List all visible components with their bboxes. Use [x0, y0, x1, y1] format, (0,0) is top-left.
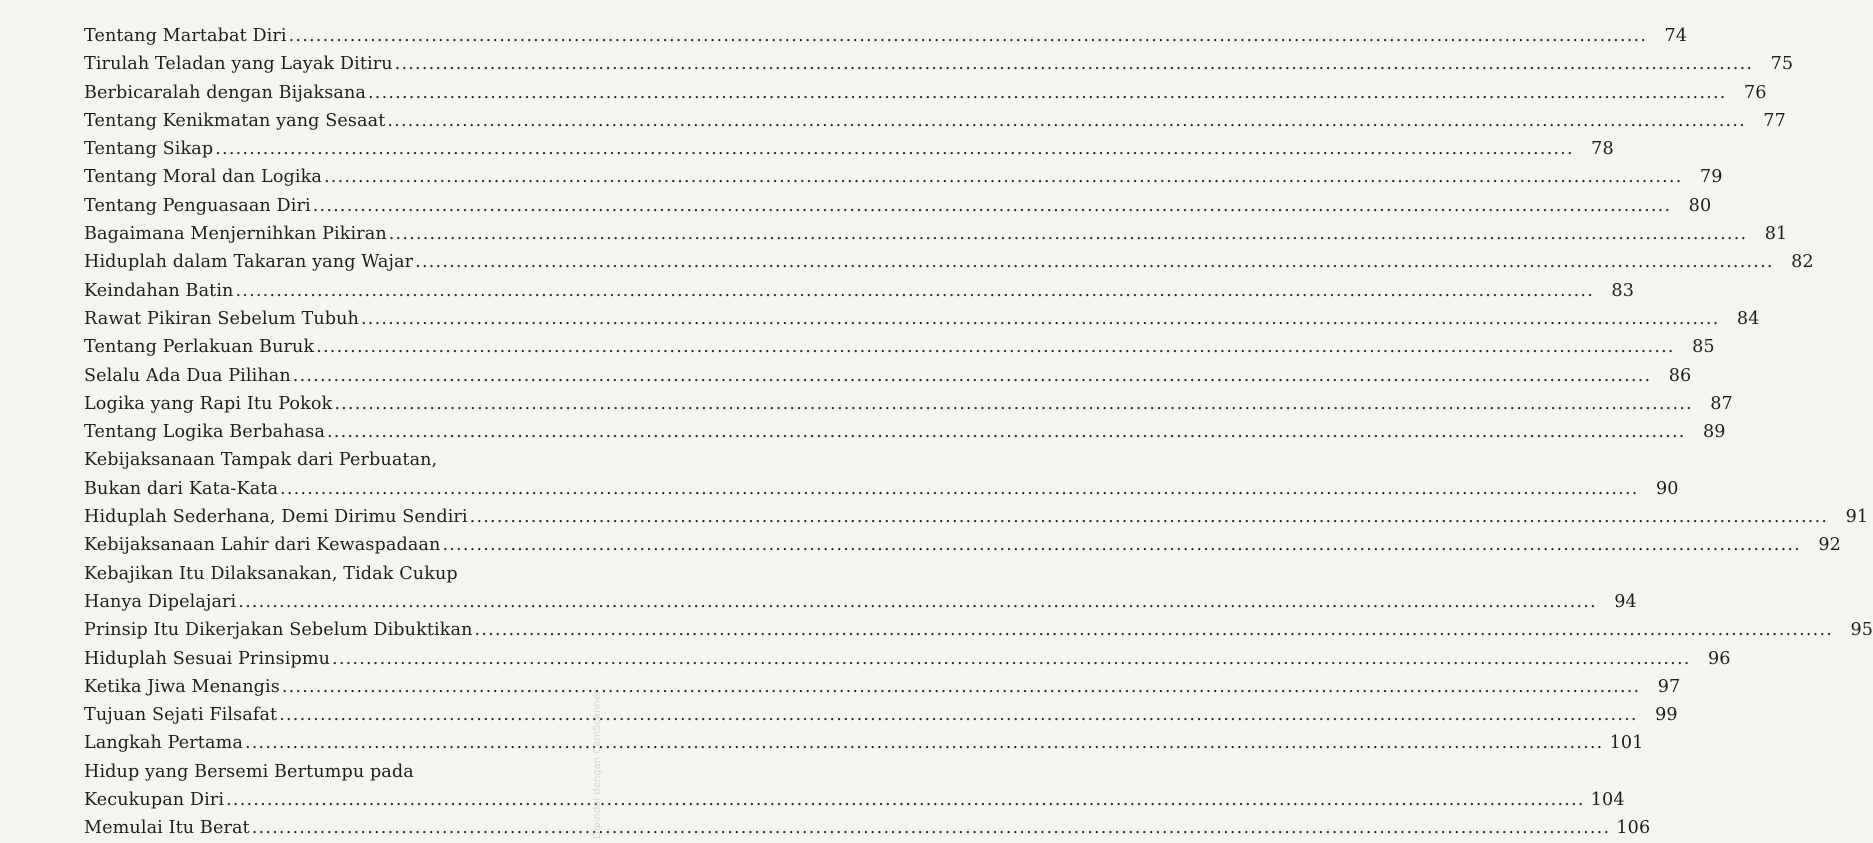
toc-entry-first-line: [84, 560, 549, 588]
toc-entry-title: Hidup yang Bersemi Bertumpu pada: [84, 761, 414, 782]
toc-page-number: 96: [1707, 648, 1731, 669]
toc-entry-title: Hiduplah Sederhana, Demi Dirimu Sendiri: [84, 507, 468, 528]
toc-entry: [84, 79, 1767, 107]
toc-page-number: 81: [1764, 224, 1788, 245]
toc-entry: [84, 192, 1712, 220]
toc-entry: [84, 645, 1731, 673]
toc-entry-title: Bagaimana Menjernihkan Pikiran: [84, 224, 387, 245]
toc-page-number: 101: [1609, 733, 1644, 754]
toc-entry-title: Tentang Logika Berbahasa: [84, 422, 326, 443]
toc-page-number: 92: [1818, 535, 1841, 556]
toc-entry-title: Tirulah Teladan yang Layak Ditiru: [84, 54, 393, 75]
toc-entry: [84, 277, 1634, 305]
toc-entry: [84, 390, 1733, 418]
toc-entry-title: Kebijaksanaan Tampak dari Perbuatan,: [84, 450, 438, 471]
toc-page-number: 97: [1657, 676, 1681, 697]
toc-page-number: 94: [1614, 591, 1637, 612]
dot-leader: ........................................................................................................................................................................................................: [361, 308, 1720, 329]
dot-leader: ........................................................................................................................................................................................................: [279, 705, 1638, 726]
toc-page-number: 80: [1688, 195, 1712, 216]
toc-entry-title: Bukan dari Kata-Kata: [84, 478, 279, 499]
toc-page-number: 84: [1736, 308, 1760, 329]
toc-page-number: 83: [1611, 280, 1634, 301]
toc-entry: [84, 50, 1794, 78]
toc-entry-title: Ketika Jiwa Menangis: [84, 676, 280, 697]
toc-page-number: 104: [1590, 790, 1625, 811]
toc-entry: [84, 305, 1760, 333]
dot-leader: ........................................................................................................................................................................................................: [280, 478, 1639, 499]
toc-entry: [84, 729, 1644, 757]
toc-entry-title: Rawat Pikiran Sebelum Tubuh: [84, 308, 359, 329]
toc-entry-title: Tujuan Sejati Filsafat: [84, 705, 278, 726]
dot-leader: ........................................................................................................................................................................................................: [327, 422, 1686, 443]
dot-leader: ........................................................................................................................................................................................................: [394, 54, 1754, 75]
toc-entry-title: Berbicaralah dengan Bijaksana: [84, 82, 367, 103]
toc-page-number: 90: [1655, 478, 1679, 499]
toc-entry: [84, 503, 1869, 531]
toc-entry: [84, 333, 1715, 361]
toc-entry-title: Tentang Martabat Diri: [84, 26, 287, 46]
dot-leader: ........................................................................................................................................................................................................: [244, 733, 1604, 754]
toc-entry-title: Kecukupan Diri: [84, 790, 225, 811]
toc-entry-title: Langkah Pertama: [84, 733, 243, 754]
toc-page-number: 86: [1668, 365, 1692, 386]
toc-entry-title: Keindahan Batin: [84, 280, 234, 301]
toc-entry-title: Logika yang Rapi Itu Pokok: [84, 393, 333, 414]
dot-leader: ........................................................................................................................................................................................................: [368, 82, 1727, 103]
toc-page-number: 79: [1699, 167, 1723, 188]
toc-entry: [84, 701, 1678, 729]
dot-leader: ........................................................................................................................................................................................................: [332, 648, 1691, 669]
toc-entry-title: Kebajikan Itu Dilaksanakan, Tidak Cukup: [84, 563, 458, 584]
toc-page-number: 95: [1850, 620, 1873, 641]
dot-leader: ........................................................................................................................................................................................................: [323, 167, 1683, 188]
toc-page-number: 99: [1655, 705, 1678, 726]
toc-entry-title: Hiduplah dalam Takaran yang Wajar: [84, 252, 414, 273]
toc-entry: [84, 531, 1841, 559]
toc-entry: [84, 248, 1814, 276]
toc-page-number: 87: [1710, 393, 1733, 414]
toc-page-number: 106: [1616, 818, 1651, 839]
toc-page-number: 82: [1791, 252, 1814, 273]
dot-leader: ........................................................................................................................................................................................................: [281, 676, 1641, 697]
toc-entry: [84, 163, 1723, 191]
dot-leader: ........................................................................................................................................................................................................: [215, 139, 1574, 160]
toc-entry-title: Selalu Ada Dua Pilihan: [84, 365, 291, 386]
toc-entry: [84, 135, 1614, 163]
toc-entry-title: Tentang Penguasaan Diri: [84, 195, 311, 216]
toc-entry: [84, 616, 1873, 644]
toc-entry-title: Hanya Dipelajari: [84, 591, 237, 612]
dot-leader: ........................................................................................................................................................................................................: [474, 620, 1834, 641]
dot-leader: ........................................................................................................................................................................................................: [387, 110, 1746, 131]
toc-page-number: 75: [1770, 54, 1794, 75]
dot-leader: ........................................................................................................................................................................................................: [288, 26, 1648, 46]
toc-page-number: 85: [1692, 337, 1715, 358]
toc-entry-first-line: [84, 758, 549, 786]
toc-entry: [84, 107, 1786, 135]
dot-leader: ........................................................................................................................................................................................................: [415, 252, 1774, 273]
dot-leader: ........................................................................................................................................................................................................: [334, 393, 1693, 414]
toc-entry: [84, 418, 1726, 446]
dot-leader: ........................................................................................................................................................................................................: [312, 195, 1672, 216]
toc-page-number: 74: [1664, 26, 1688, 46]
dot-leader: ........................................................................................................................................................................................................: [388, 224, 1748, 245]
dot-leader: ........................................................................................................................................................................................................: [238, 591, 1597, 612]
toc-entry: [84, 673, 1681, 701]
toc-entry-title: Hiduplah Sesuai Prinsipmu: [84, 648, 331, 669]
toc-page-number: 76: [1743, 82, 1767, 103]
dot-leader: ........................................................................................................................................................................................................: [469, 507, 1829, 528]
toc-entry-title: Memulai Itu Berat: [84, 818, 250, 839]
toc-entry-title: Tentang Perlakuan Buruk: [84, 337, 315, 358]
dot-leader: ........................................................................................................................................................................................................: [251, 818, 1611, 839]
toc-entry: [84, 475, 1679, 503]
toc-entry: [84, 786, 1625, 814]
toc-entry: [84, 22, 1688, 50]
toc-entry: [84, 362, 1692, 390]
dot-leader: ........................................................................................................................................................................................................: [226, 790, 1585, 811]
toc-entry-first-line: [84, 446, 549, 474]
toc-entry: [84, 220, 1788, 248]
dot-leader: ........................................................................................................................................................................................................: [442, 535, 1801, 556]
toc-entry-title: Tentang Kenikmatan yang Sesaat: [84, 110, 386, 131]
scanner-watermark: Dipindai dengan CamScanner: [592, 690, 603, 839]
toc-entry-title: Prinsip Itu Dikerjakan Sebelum Dibuktikan: [84, 620, 473, 641]
toc-page-number: 77: [1763, 110, 1786, 131]
toc-entry: [84, 588, 1637, 616]
toc-entry-title: Tentang Sikap: [84, 139, 214, 160]
dot-leader: ........................................................................................................................................................................................................: [235, 280, 1594, 301]
toc-entry-title: Kebijaksanaan Lahir dari Kewaspadaan: [84, 535, 441, 556]
toc-entry-title: Tentang Moral dan Logika: [84, 167, 322, 188]
dot-leader: ........................................................................................................................................................................................................: [316, 337, 1675, 358]
toc-page-number: 78: [1591, 139, 1614, 160]
toc-page-number: 91: [1845, 507, 1869, 528]
toc-entry: [84, 814, 1651, 842]
dot-leader: ........................................................................................................................................................................................................: [292, 365, 1652, 386]
toc-page-number: 89: [1702, 422, 1726, 443]
